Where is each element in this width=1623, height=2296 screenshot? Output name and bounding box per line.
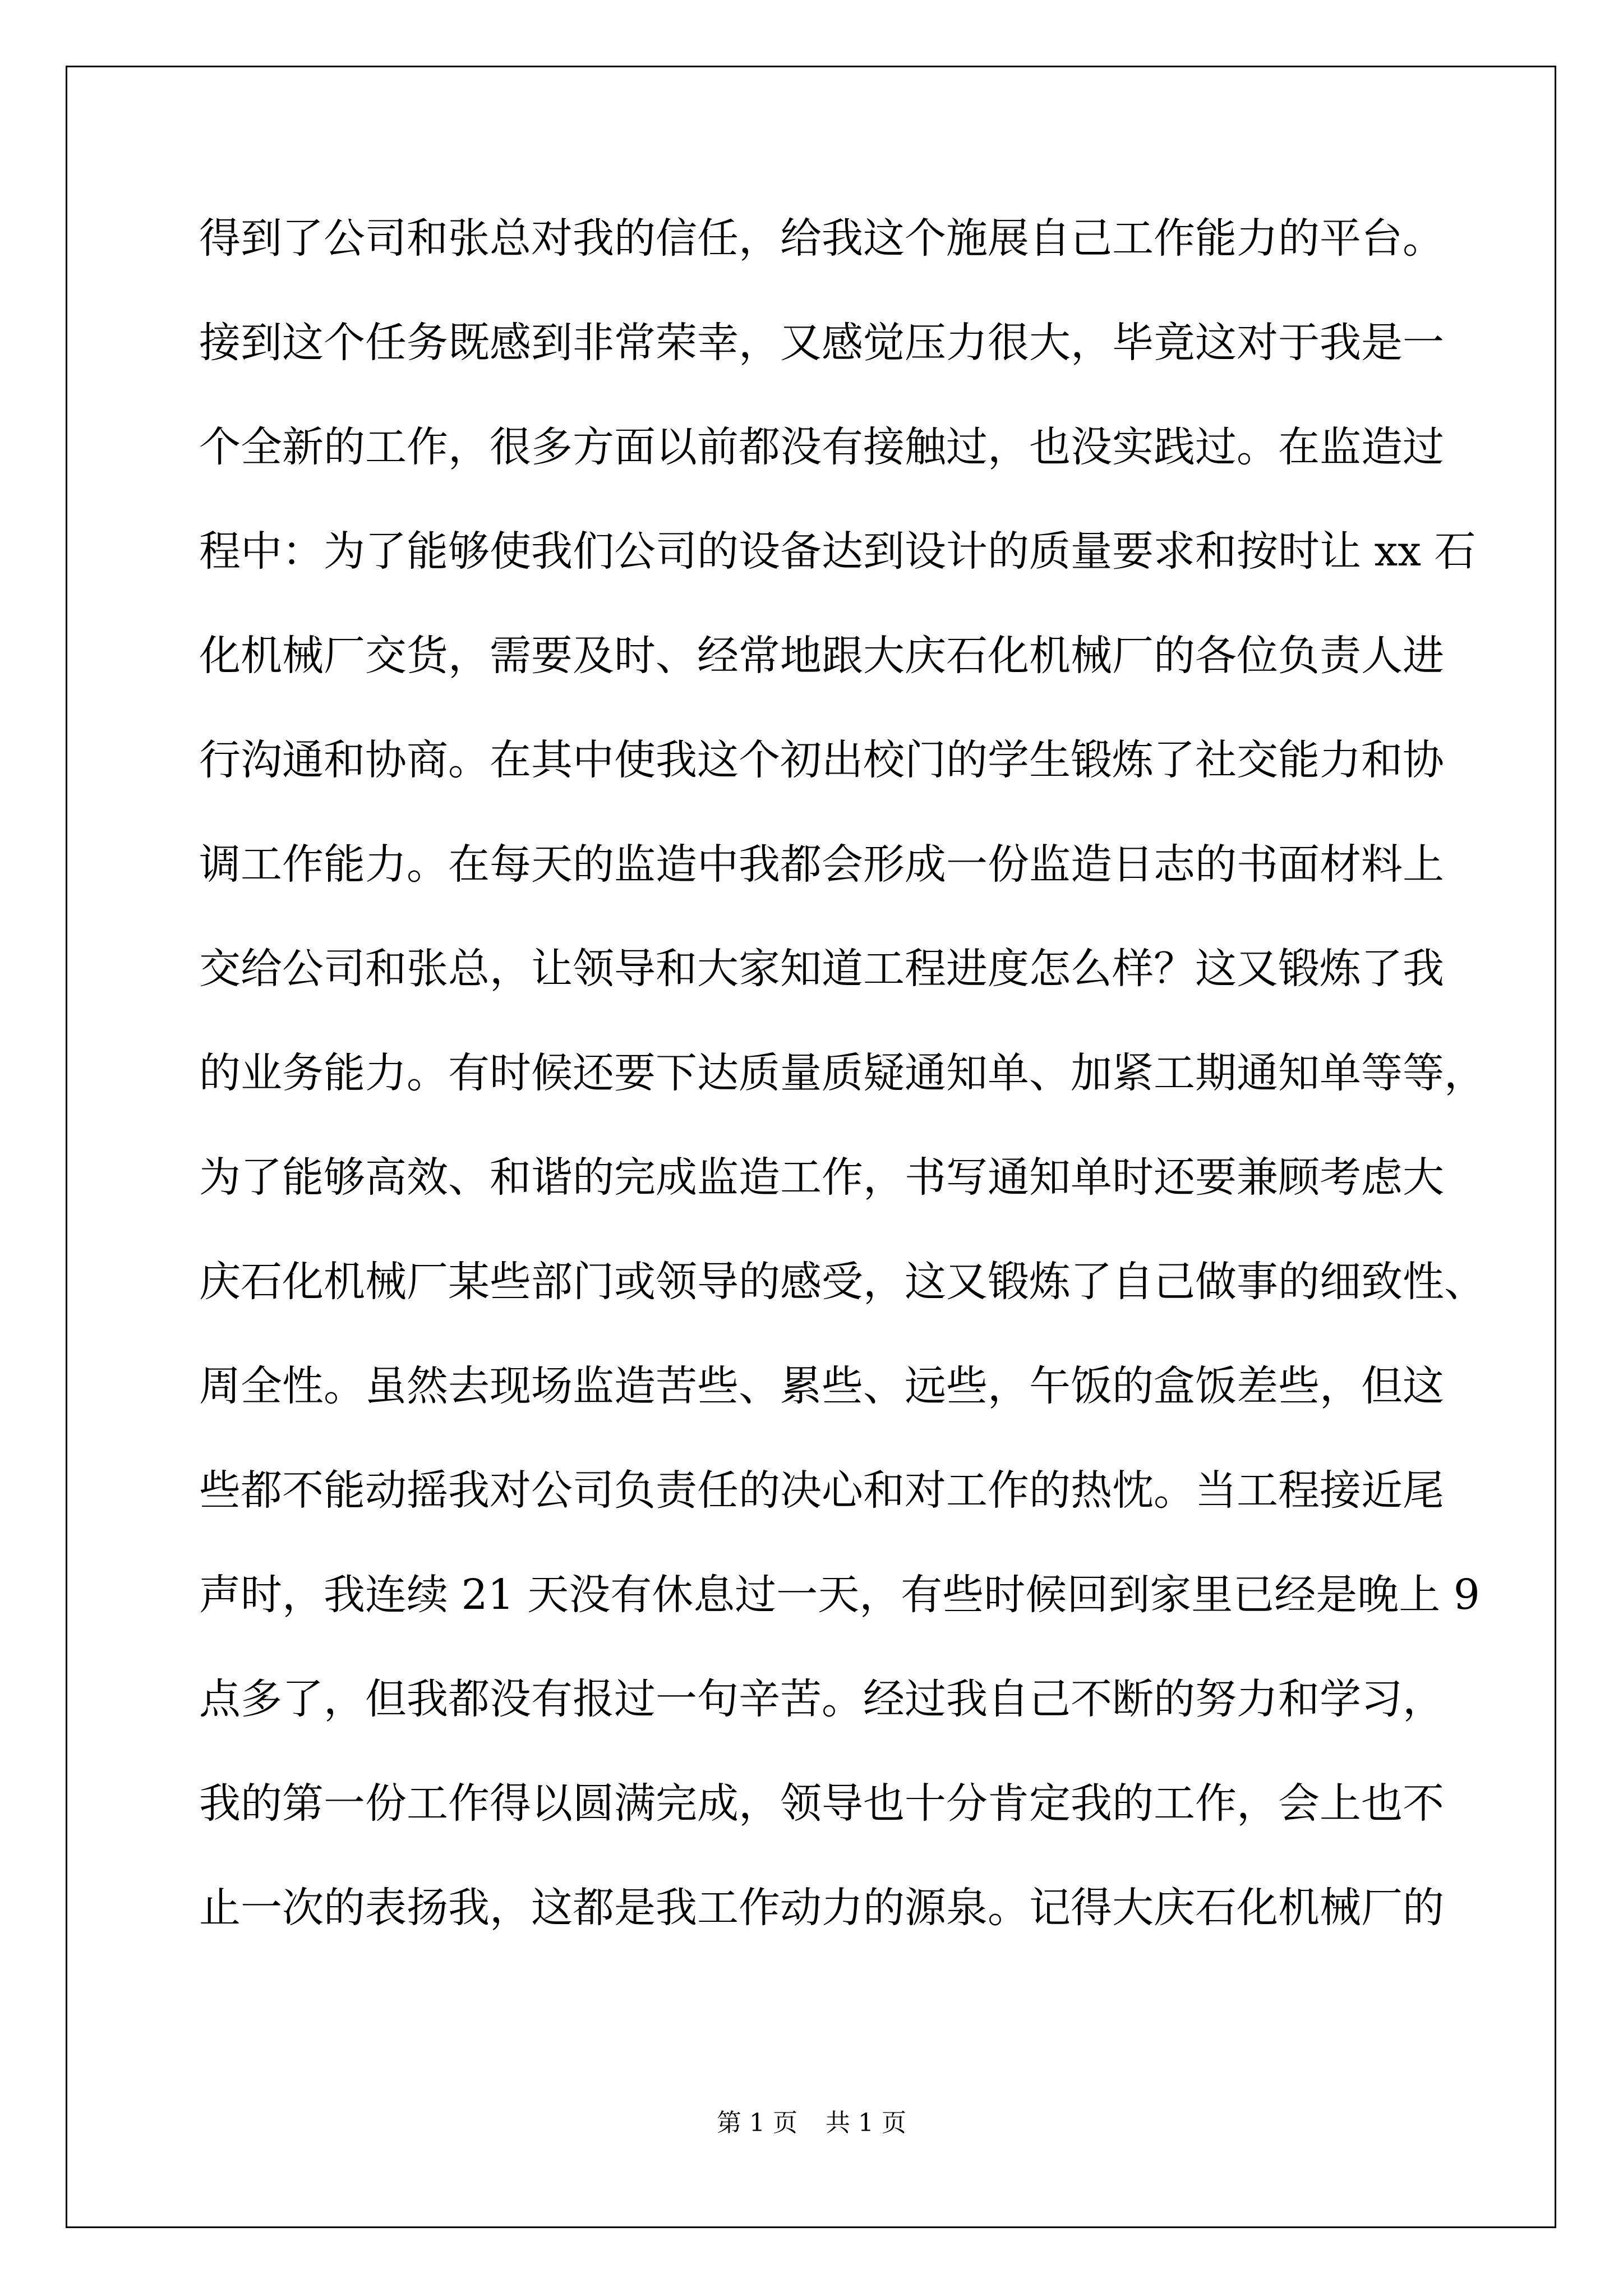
- text-line: 调工作能力。在每天的监造中我都会形成一份监造日志的书面材料上: [199, 840, 1444, 889]
- page-footer: [0, 2106, 1623, 2140]
- text-line: 些都不能动摇我对公司负责任的决心和对工作的热忱。当工程接近尾: [199, 1466, 1444, 1515]
- text-line: 行沟通和协商。在其中使我这个初出校门的学生锻炼了社交能力和协: [199, 736, 1444, 784]
- text-line: 交给公司和张总，让领导和大家知道工程进度怎么样？这又锻炼了我: [199, 945, 1444, 993]
- text-line: 点多了，但我都没有报过一句辛苦。经过我自己不断的努力和学习，: [199, 1675, 1444, 1723]
- text-line: 的业务能力。有时候还要下达质量质疑通知单、加紧工期通知单等等，: [199, 1049, 1486, 1097]
- page-total: 共 1 页: [826, 2109, 906, 2137]
- text-line: 个全新的工作，很多方面以前都没有接触过，也没实践过。在监造过: [199, 423, 1444, 471]
- text-line: 我的第一份工作得以圆满完成，领导也十分肯定我的工作，会上也不: [199, 1779, 1444, 1828]
- page-number: 第 1 页: [717, 2109, 797, 2137]
- text-line: 接到这个任务既感到非常荣幸，又感觉压力很大，毕竟这对于我是一: [199, 319, 1444, 367]
- text-line: 得到了公司和张总对我的信任，给我这个施展自己工作能力的平台。: [199, 214, 1444, 263]
- text-line: 声时，我连续 21 天没有休息过一天，有些时候回到家里已经是晚上 9: [199, 1571, 1480, 1619]
- text-line: 程中：为了能够使我们公司的设备达到设计的质量要求和按时让 xx 石: [199, 527, 1476, 576]
- text-line: 为了能够高效、和谐的完成监造工作，书写通知单时还要兼顾考虑大: [199, 1153, 1444, 1202]
- text-line: 止一次的表扬我，这都是我工作动力的源泉。记得大庆石化机械厂的: [199, 1884, 1444, 1932]
- text-line: 周全性。虽然去现场监造苦些、累些、远些，午饭的盒饭差些，但这: [199, 1362, 1444, 1410]
- text-line: 化机械厂交货，需要及时、经常地跟大庆石化机械厂的各位负责人进: [199, 632, 1444, 680]
- text-line: 庆石化机械厂某些部门或领导的感受，这又锻炼了自己做事的细致性、: [199, 1258, 1486, 1306]
